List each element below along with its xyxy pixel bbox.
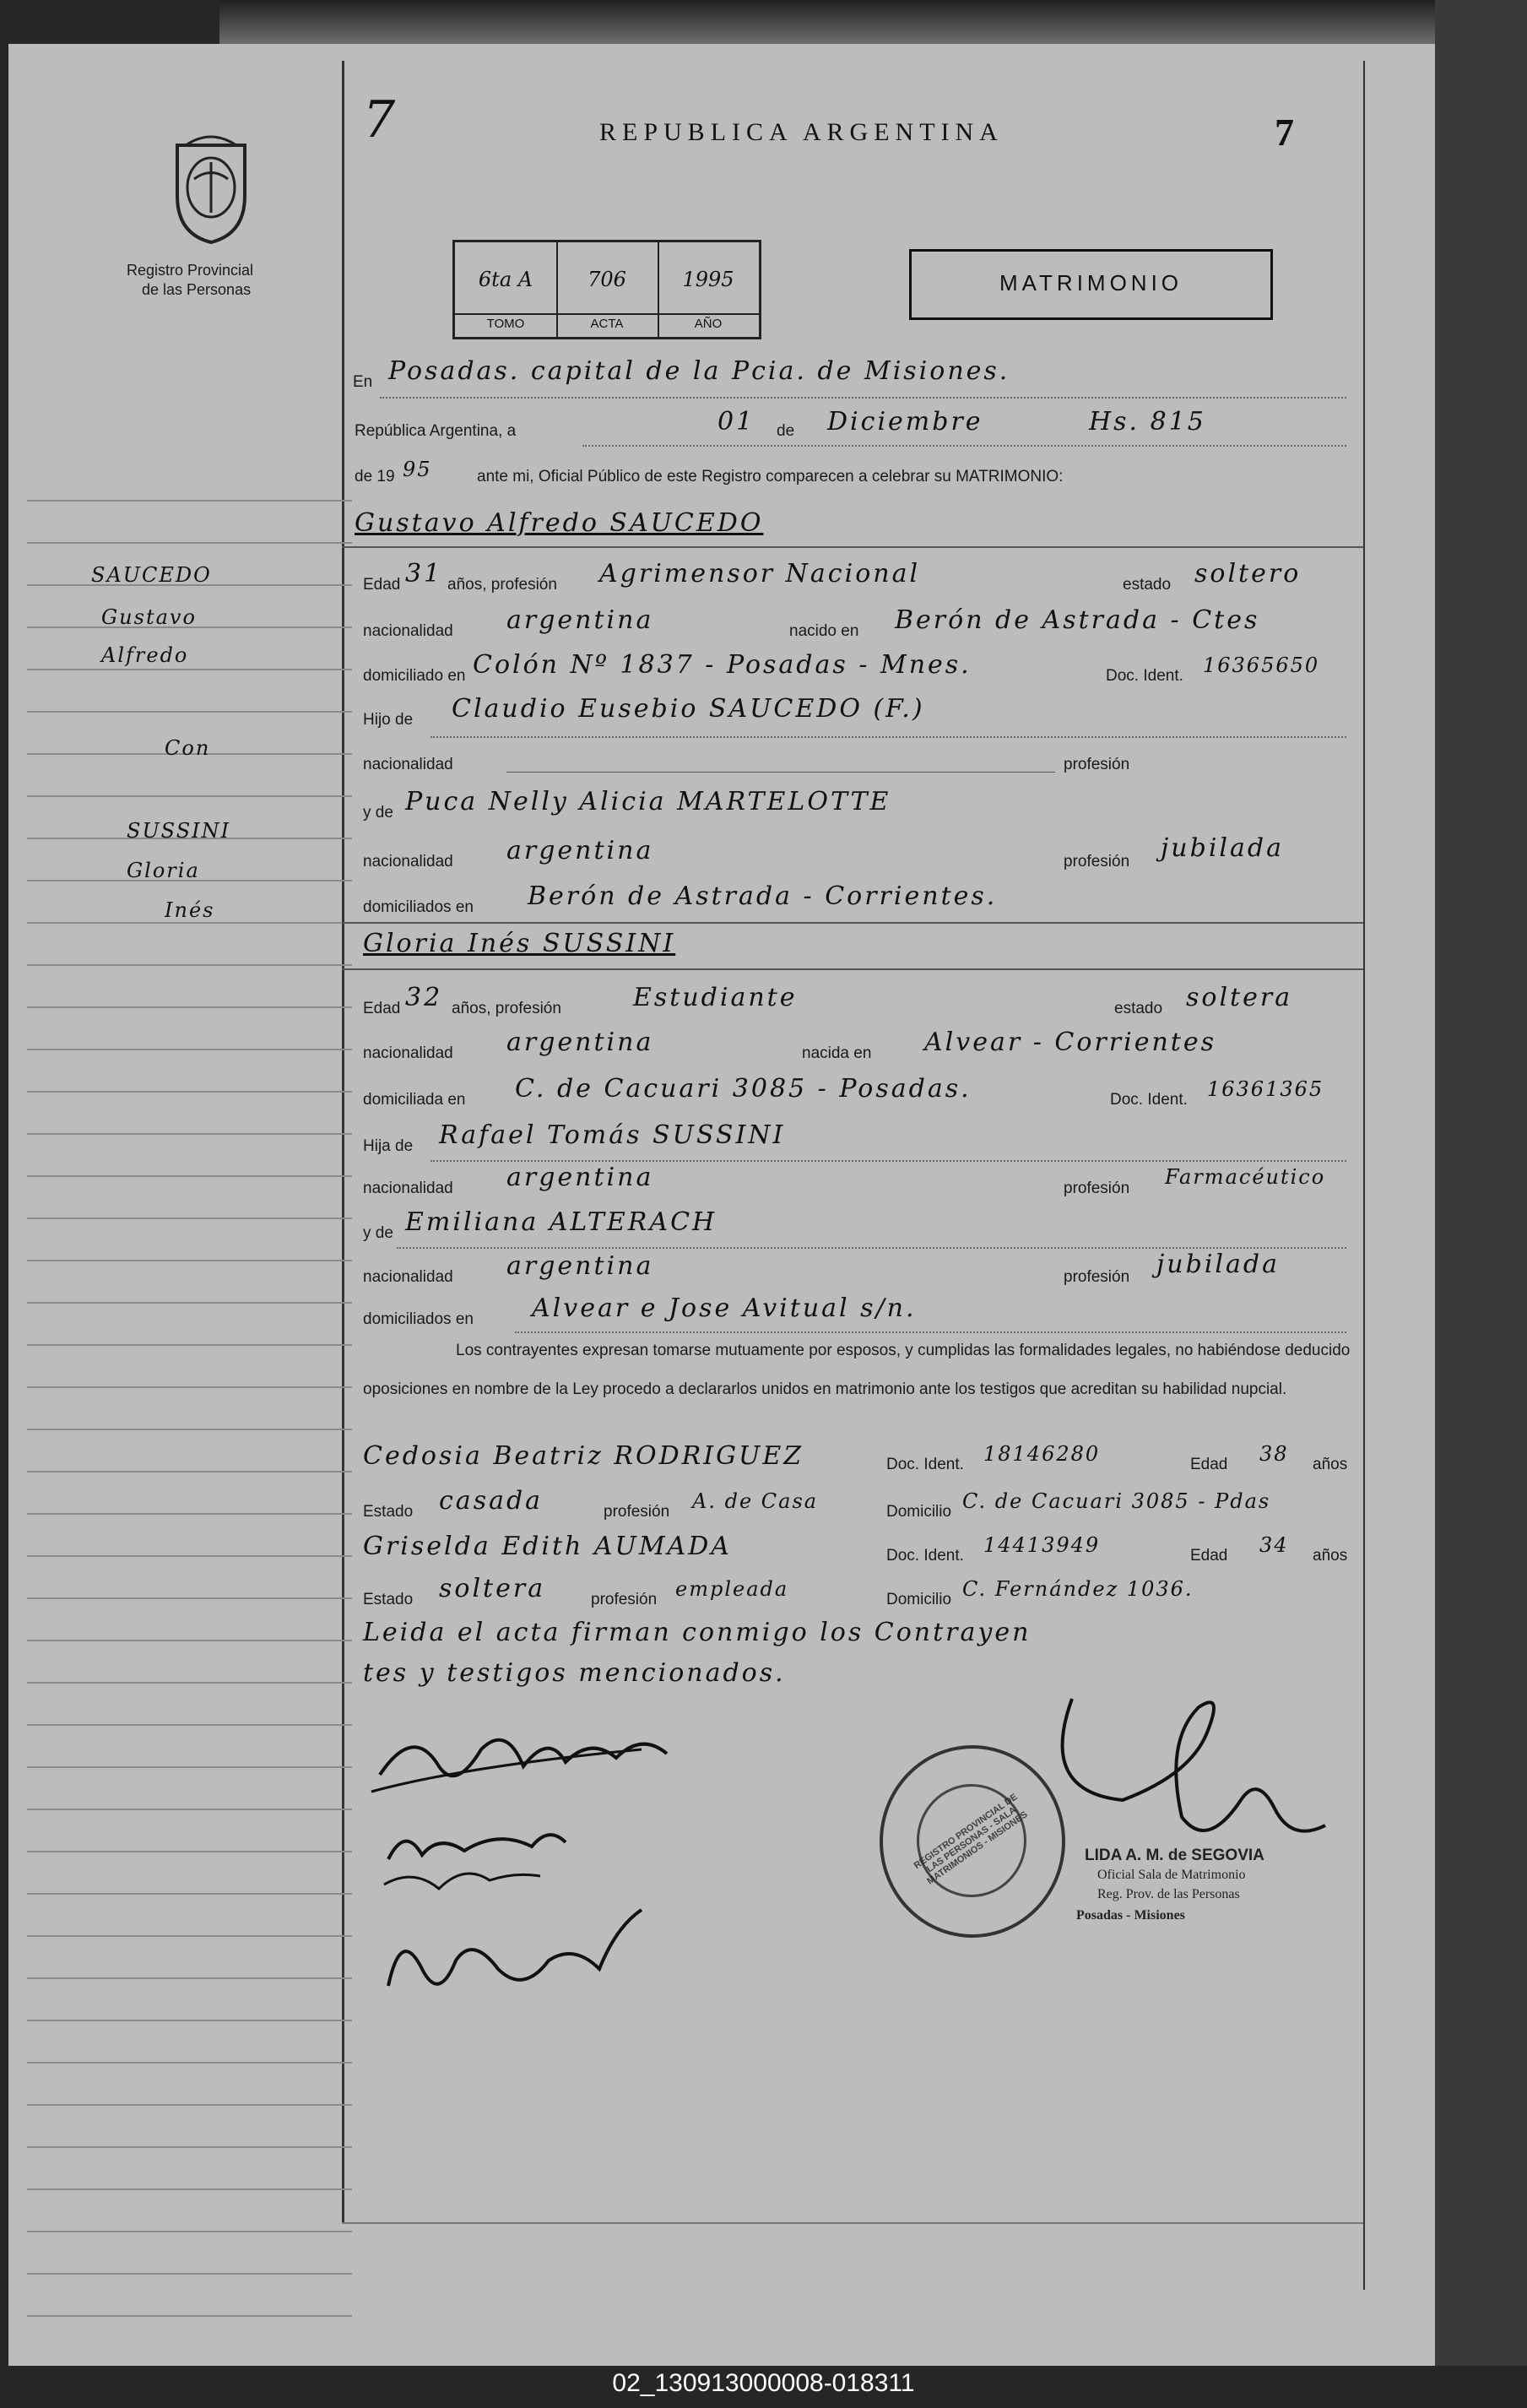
groom-nacido-label: nacido en (789, 622, 859, 640)
bride-padre-prof-label: profesión (1064, 1180, 1130, 1197)
groom-profesion: Agrimensor Nacional (599, 559, 921, 588)
witness1-domicilio: C. de Cacuari 3085 - Pdas (962, 1489, 1271, 1513)
bride-hija-label: Hija de (363, 1137, 414, 1155)
bride-profesion-label: años, profesión (452, 1000, 561, 1017)
round-stamp-text: REGISTRO PROVINCIAL DE LAS PERSONAS - SALA MATRIMONIOS - MISIONES (912, 1792, 1030, 1887)
bride-doc-label: Doc. Ident. (1110, 1091, 1188, 1109)
closing-line1: Leida el acta firman conmigo los Contrayen (363, 1618, 1032, 1647)
groom-profesion-label: años, profesión (447, 576, 557, 594)
acta-value: 706 (588, 268, 626, 291)
legal-text: Los contrayentes expresan tomarse mutuamente por esposos, y cumplidas las formalidades legales, no habiéndose deducido oposiciones en nombre de la Ley procedo a declararlos unidos en matrimonio ante los testigos que acreditan su habilidad nupcial. (363, 1342, 1351, 1398)
witness2-prof: empleada (675, 1577, 789, 1601)
margin-groom-name1: Gustavo (101, 605, 197, 629)
officer-stamp-line2: Oficial Sala de Matrimonio (1097, 1868, 1246, 1882)
groom-padre-nac-label: nacionalidad (363, 756, 453, 773)
acta-box (452, 240, 761, 339)
year-prefix: de 19 (355, 468, 395, 485)
acta-cell (556, 242, 659, 337)
groom-full-name: Gustavo Alfredo SAUCEDO (355, 508, 764, 538)
bride-nacida: Alvear - Corrientes (924, 1028, 1216, 1057)
groom-padre: Claudio Eusebio SAUCEDO (F.) (452, 694, 925, 724)
provincial-crest-icon (160, 128, 262, 247)
groom-domicilio: Colón Nº 1837 - Posadas - Mnes. (473, 650, 972, 680)
margin-bride-surname: SUSSINI (127, 819, 231, 843)
witness2-estado-label: Estado (363, 1591, 414, 1608)
officer-stamp-line3: Reg. Prov. de las Personas (1097, 1887, 1240, 1901)
ano-cell (658, 242, 759, 337)
bride-domicilio: C. de Cacuari 3085 - Posadas. (515, 1074, 972, 1104)
witness1-edad: 38 (1259, 1442, 1289, 1466)
groom-estado-label: estado (1123, 576, 1172, 594)
title-republica: REPUBLICA ARGENTINA (599, 118, 1004, 146)
bride-padre-nac: argentina (506, 1163, 654, 1192)
republica-label: República Argentina, a (355, 422, 517, 440)
bride-padre: Rafael Tomás SUSSINI (439, 1120, 786, 1150)
groom-yde-label: y de (363, 804, 393, 822)
ano-label: AÑO (658, 313, 759, 331)
page-top-edge (219, 0, 1435, 44)
page-number: 7 (1275, 111, 1294, 154)
witness2-domicilio: C. Fernández 1036. (962, 1577, 1194, 1601)
en-label: En (353, 373, 373, 391)
groom-madre-prof-label: profesión (1064, 853, 1130, 870)
margin-con: Con (165, 736, 211, 760)
register-page (8, 44, 1435, 2366)
bride-edad-label: Edad (363, 1000, 401, 1017)
signatures-image (363, 1716, 717, 2036)
groom-padre-prof-label: profesión (1064, 756, 1130, 773)
bride-madre-nac-label: nacionalidad (363, 1268, 453, 1286)
bride-profesion: Estudiante (633, 983, 798, 1012)
witness2-edad-label: Edad (1190, 1547, 1228, 1565)
witness2-name: Griselda Edith AUMADA (363, 1532, 732, 1561)
groom-madre: Puca Nelly Alicia MARTELOTTE (405, 787, 891, 816)
officer-signature-image (988, 1673, 1342, 1893)
bride-nacida-label: nacida en (802, 1044, 872, 1062)
acta-label: ACTA (556, 313, 658, 331)
margin-bride-name2: Inés (165, 898, 215, 922)
margin-groom-name2: Alfredo (101, 643, 189, 667)
groom-estado: soltero (1194, 559, 1302, 588)
closing-line2: tes y testigos mencionados. (363, 1658, 786, 1688)
groom-edad-label: Edad (363, 576, 401, 594)
right-column-line (1363, 61, 1365, 2290)
witness1-estado-label: Estado (363, 1503, 414, 1521)
officer-stamp-line4: Posadas - Misiones (1076, 1908, 1185, 1923)
statement-text: ante mi, Oficial Público de este Registro comparecen a celebrar su MATRIMONIO: (477, 468, 1064, 485)
bride-nac-label: nacionalidad (363, 1044, 453, 1062)
institution-line1: Registro Provincial (127, 262, 254, 279)
matrimonio-box (909, 249, 1273, 320)
witness2-estado: soltera (439, 1574, 546, 1603)
hour-value: Hs. 815 (1089, 407, 1206, 437)
de-label: de (777, 422, 795, 440)
witness2-doc: 14413949 (983, 1533, 1101, 1557)
officer-stamp-line1: LIDA A. M. de SEGOVIA (1085, 1847, 1264, 1864)
bride-madre-prof: jubilada (1156, 1250, 1280, 1279)
bride-doc: 16361365 (1207, 1077, 1324, 1101)
bride-madre-prof-label: profesión (1064, 1268, 1130, 1286)
bride-estado-label: estado (1114, 1000, 1163, 1017)
groom-dom-label: domiciliado en (363, 667, 466, 685)
bride-edad: 32 (405, 983, 443, 1012)
tomo-label: TOMO (455, 313, 556, 331)
groom-nacido: Berón de Astrada - Ctes (895, 605, 1260, 635)
witness2-anos-label: años (1313, 1547, 1348, 1565)
witness1-anos-label: años (1313, 1456, 1348, 1473)
bride-padres-dom: Alvear e Jose Avitual s/n. (532, 1293, 917, 1323)
witness1-prof-label: profesión (604, 1503, 670, 1521)
margin-bride-name1: Gloria (127, 859, 200, 882)
groom-nac-label: nacionalidad (363, 622, 453, 640)
bride-padre-nac-label: nacionalidad (363, 1180, 453, 1197)
witness2-doc-label: Doc. Ident. (886, 1547, 964, 1565)
witness2-prof-label: profesión (591, 1591, 658, 1608)
bride-madre: Emiliana ALTERACH (405, 1207, 717, 1237)
bride-yde-label: y de (363, 1224, 393, 1242)
witness2-edad: 34 (1259, 1533, 1289, 1557)
witness1-prof: A. de Casa (692, 1489, 819, 1513)
bride-madre-nac: argentina (506, 1251, 654, 1281)
groom-madre-prof: jubilada (1161, 833, 1284, 863)
groom-edad: 31 (405, 559, 443, 588)
image-id-footer: 02_130913000008-018311 (612, 2369, 915, 2397)
groom-padres-dom: Berón de Astrada - Corrientes. (528, 881, 998, 911)
bride-full-name: Gloria Inés SUSSINI (363, 929, 676, 958)
tomo-cell (455, 242, 558, 337)
bride-nacionalidad: argentina (506, 1028, 654, 1057)
bride-estado: soltera (1186, 983, 1293, 1012)
witness1-dom-label: Domicilio (886, 1503, 952, 1521)
corner-mark: 7 (363, 90, 398, 149)
bride-dom-label: domiciliada en (363, 1091, 466, 1109)
witness1-name: Cedosia Beatriz RODRIGUEZ (363, 1441, 804, 1471)
margin-groom-surname: SAUCEDO (91, 563, 212, 587)
groom-madre-nac-label: nacionalidad (363, 853, 453, 870)
scan-background-right (1435, 0, 1527, 2366)
left-column-line (342, 61, 344, 2222)
bride-padre-prof: Farmacéutico (1165, 1165, 1326, 1189)
place-value: Posadas. capital de la Pcia. de Misiones. (388, 356, 1010, 386)
groom-doc-label: Doc. Ident. (1106, 667, 1183, 685)
institution-line2: de las Personas (142, 281, 252, 298)
groom-hijo-label: Hijo de (363, 711, 414, 729)
witness1-edad-label: Edad (1190, 1456, 1228, 1473)
matrimonio-label: MATRIMONIO (999, 270, 1183, 296)
month-value: Diciembre (827, 407, 983, 437)
tomo-value: 6ta A (478, 268, 533, 291)
witness1-doc-label: Doc. Ident. (886, 1456, 964, 1473)
groom-padres-dom-label: domiciliados en (363, 898, 474, 916)
groom-nacionalidad: argentina (506, 605, 654, 635)
witness1-doc: 18146280 (983, 1442, 1101, 1466)
groom-madre-nac: argentina (506, 836, 654, 865)
year-suffix: 95 (403, 458, 432, 481)
ano-value: 1995 (682, 268, 734, 291)
witness2-dom-label: Domicilio (886, 1591, 952, 1608)
groom-doc: 16365650 (1203, 654, 1320, 677)
bride-padres-dom-label: domiciliados en (363, 1310, 474, 1328)
witness1-estado: casada (439, 1486, 544, 1516)
day-value: 01 (717, 407, 755, 437)
